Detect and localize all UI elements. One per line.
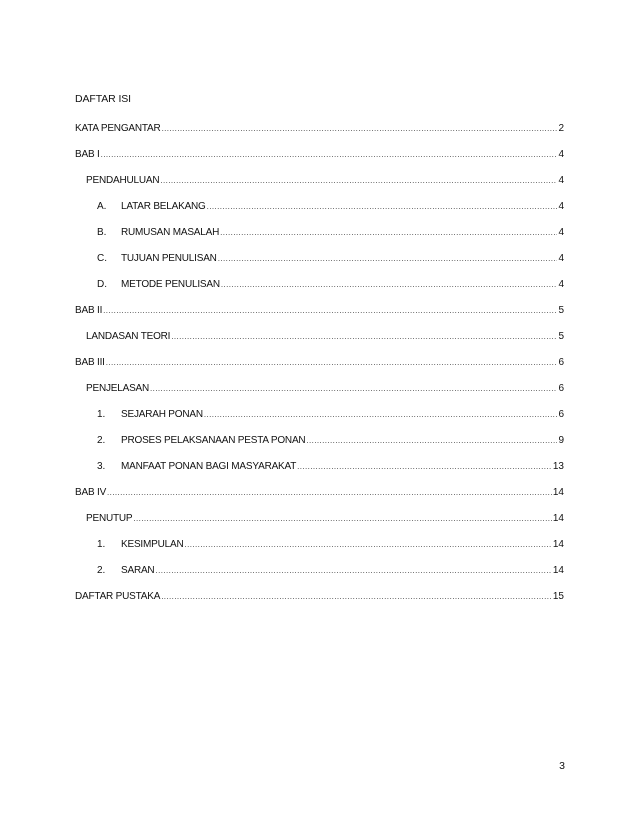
dot-leader: [161, 584, 552, 610]
table-of-contents: [75, 116, 564, 610]
toc-entry[interactable]: [75, 376, 564, 402]
toc-entry-marker: C.: [97, 253, 107, 264]
toc-entry-label: PROSES PELAKSANAAN PESTA PONAN: [121, 435, 306, 446]
toc-entry-page: 14: [552, 513, 564, 524]
toc-entry[interactable]: [75, 584, 564, 610]
toc-entry-page: 13: [552, 461, 564, 472]
toc-entry[interactable]: [75, 428, 564, 454]
toc-entry[interactable]: [75, 558, 564, 584]
toc-entry[interactable]: [75, 402, 564, 428]
toc-entry[interactable]: [75, 272, 564, 298]
toc-entry-page: 9: [558, 435, 564, 446]
toc-entry-label: RUMUSAN MASALAH: [121, 227, 220, 238]
toc-entry-page: 6: [558, 383, 564, 394]
toc-entry[interactable]: [75, 298, 564, 324]
toc-entry-label: KATA PENGANTAR: [75, 123, 161, 134]
dot-leader: [160, 168, 557, 194]
toc-entry-label: BAB III: [75, 357, 105, 368]
dot-leader: [306, 428, 557, 454]
toc-entry-label: LANDASAN TEORI: [86, 331, 171, 342]
dot-leader: [155, 558, 551, 584]
toc-entry-page: 4: [558, 253, 564, 264]
toc-entry-label: SEJARAH PONAN: [121, 409, 203, 420]
toc-entry[interactable]: [75, 506, 564, 532]
toc-entry-page: 5: [558, 331, 564, 342]
toc-entry-label: BAB I: [75, 149, 100, 160]
dot-leader: [171, 324, 557, 350]
toc-entry[interactable]: [75, 454, 564, 480]
toc-entry-marker: 2.: [97, 565, 106, 576]
toc-entry-marker: 1.: [97, 539, 106, 550]
toc-entry-page: 4: [558, 149, 564, 160]
toc-entry[interactable]: [75, 168, 564, 194]
toc-entry-label: MANFAAT PONAN BAGI MASYARAKAT: [121, 461, 297, 472]
dot-leader: [184, 532, 551, 558]
toc-entry-label: BAB IV: [75, 487, 107, 498]
toc-entry-page: 4: [558, 175, 564, 186]
toc-entry-page: 14: [552, 539, 564, 550]
dot-leader: [218, 246, 558, 272]
dot-leader: [297, 454, 552, 480]
toc-entry-label: BAB II: [75, 305, 103, 316]
dot-leader: [221, 272, 558, 298]
toc-entry-label: PENUTUP: [86, 513, 133, 524]
toc-entry[interactable]: [75, 324, 564, 350]
toc-entry-page: 14: [552, 487, 564, 498]
toc-entry[interactable]: [75, 350, 564, 376]
dot-leader: [207, 194, 558, 220]
toc-entry-label: SARAN: [121, 565, 155, 576]
dot-leader: [101, 142, 558, 168]
dot-leader: [103, 298, 557, 324]
toc-entry-marker: B.: [97, 227, 107, 238]
toc-entry-marker: A.: [97, 201, 107, 212]
dot-leader: [106, 350, 558, 376]
toc-entry-page: 2: [558, 123, 564, 134]
page-number: 3: [559, 760, 565, 772]
toc-entry-page: 4: [558, 227, 564, 238]
toc-entry-label: LATAR BELAKANG: [121, 201, 206, 212]
toc-entry-label: PENDAHULUAN: [86, 175, 160, 186]
dot-leader: [133, 506, 551, 532]
toc-entry[interactable]: [75, 116, 564, 142]
toc-entry[interactable]: [75, 142, 564, 168]
toc-entry[interactable]: [75, 532, 564, 558]
toc-entry-label: METODE PENULISAN: [121, 279, 220, 290]
dot-leader: [220, 220, 557, 246]
toc-entry-page: 14: [552, 565, 564, 576]
toc-entry-page: 6: [558, 357, 564, 368]
toc-entry-marker: D.: [97, 279, 107, 290]
toc-entry-page: 6: [558, 409, 564, 420]
dot-leader: [204, 402, 558, 428]
dot-leader: [150, 376, 557, 402]
toc-entry-page: 4: [558, 201, 564, 212]
toc-entry[interactable]: [75, 220, 564, 246]
toc-entry-label: KESIMPULAN: [121, 539, 184, 550]
toc-entry-page: 4: [558, 279, 564, 290]
toc-entry-page: 5: [558, 305, 564, 316]
dot-leader: [107, 480, 552, 506]
toc-entry-page: 15: [552, 591, 564, 602]
toc-entry-marker: 1.: [97, 409, 106, 420]
toc-entry-marker: 3.: [97, 461, 106, 472]
toc-entry-marker: 2.: [97, 435, 106, 446]
toc-entry[interactable]: [75, 194, 564, 220]
toc-entry-label: TUJUAN PENULISAN: [121, 253, 217, 264]
toc-entry[interactable]: [75, 246, 564, 272]
toc-entry[interactable]: [75, 480, 564, 506]
toc-entry-label: PENJELASAN: [86, 383, 150, 394]
dot-leader: [162, 116, 558, 142]
toc-entry-label: DAFTAR PUSTAKA: [75, 591, 161, 602]
page-title: DAFTAR ISI: [75, 93, 131, 105]
